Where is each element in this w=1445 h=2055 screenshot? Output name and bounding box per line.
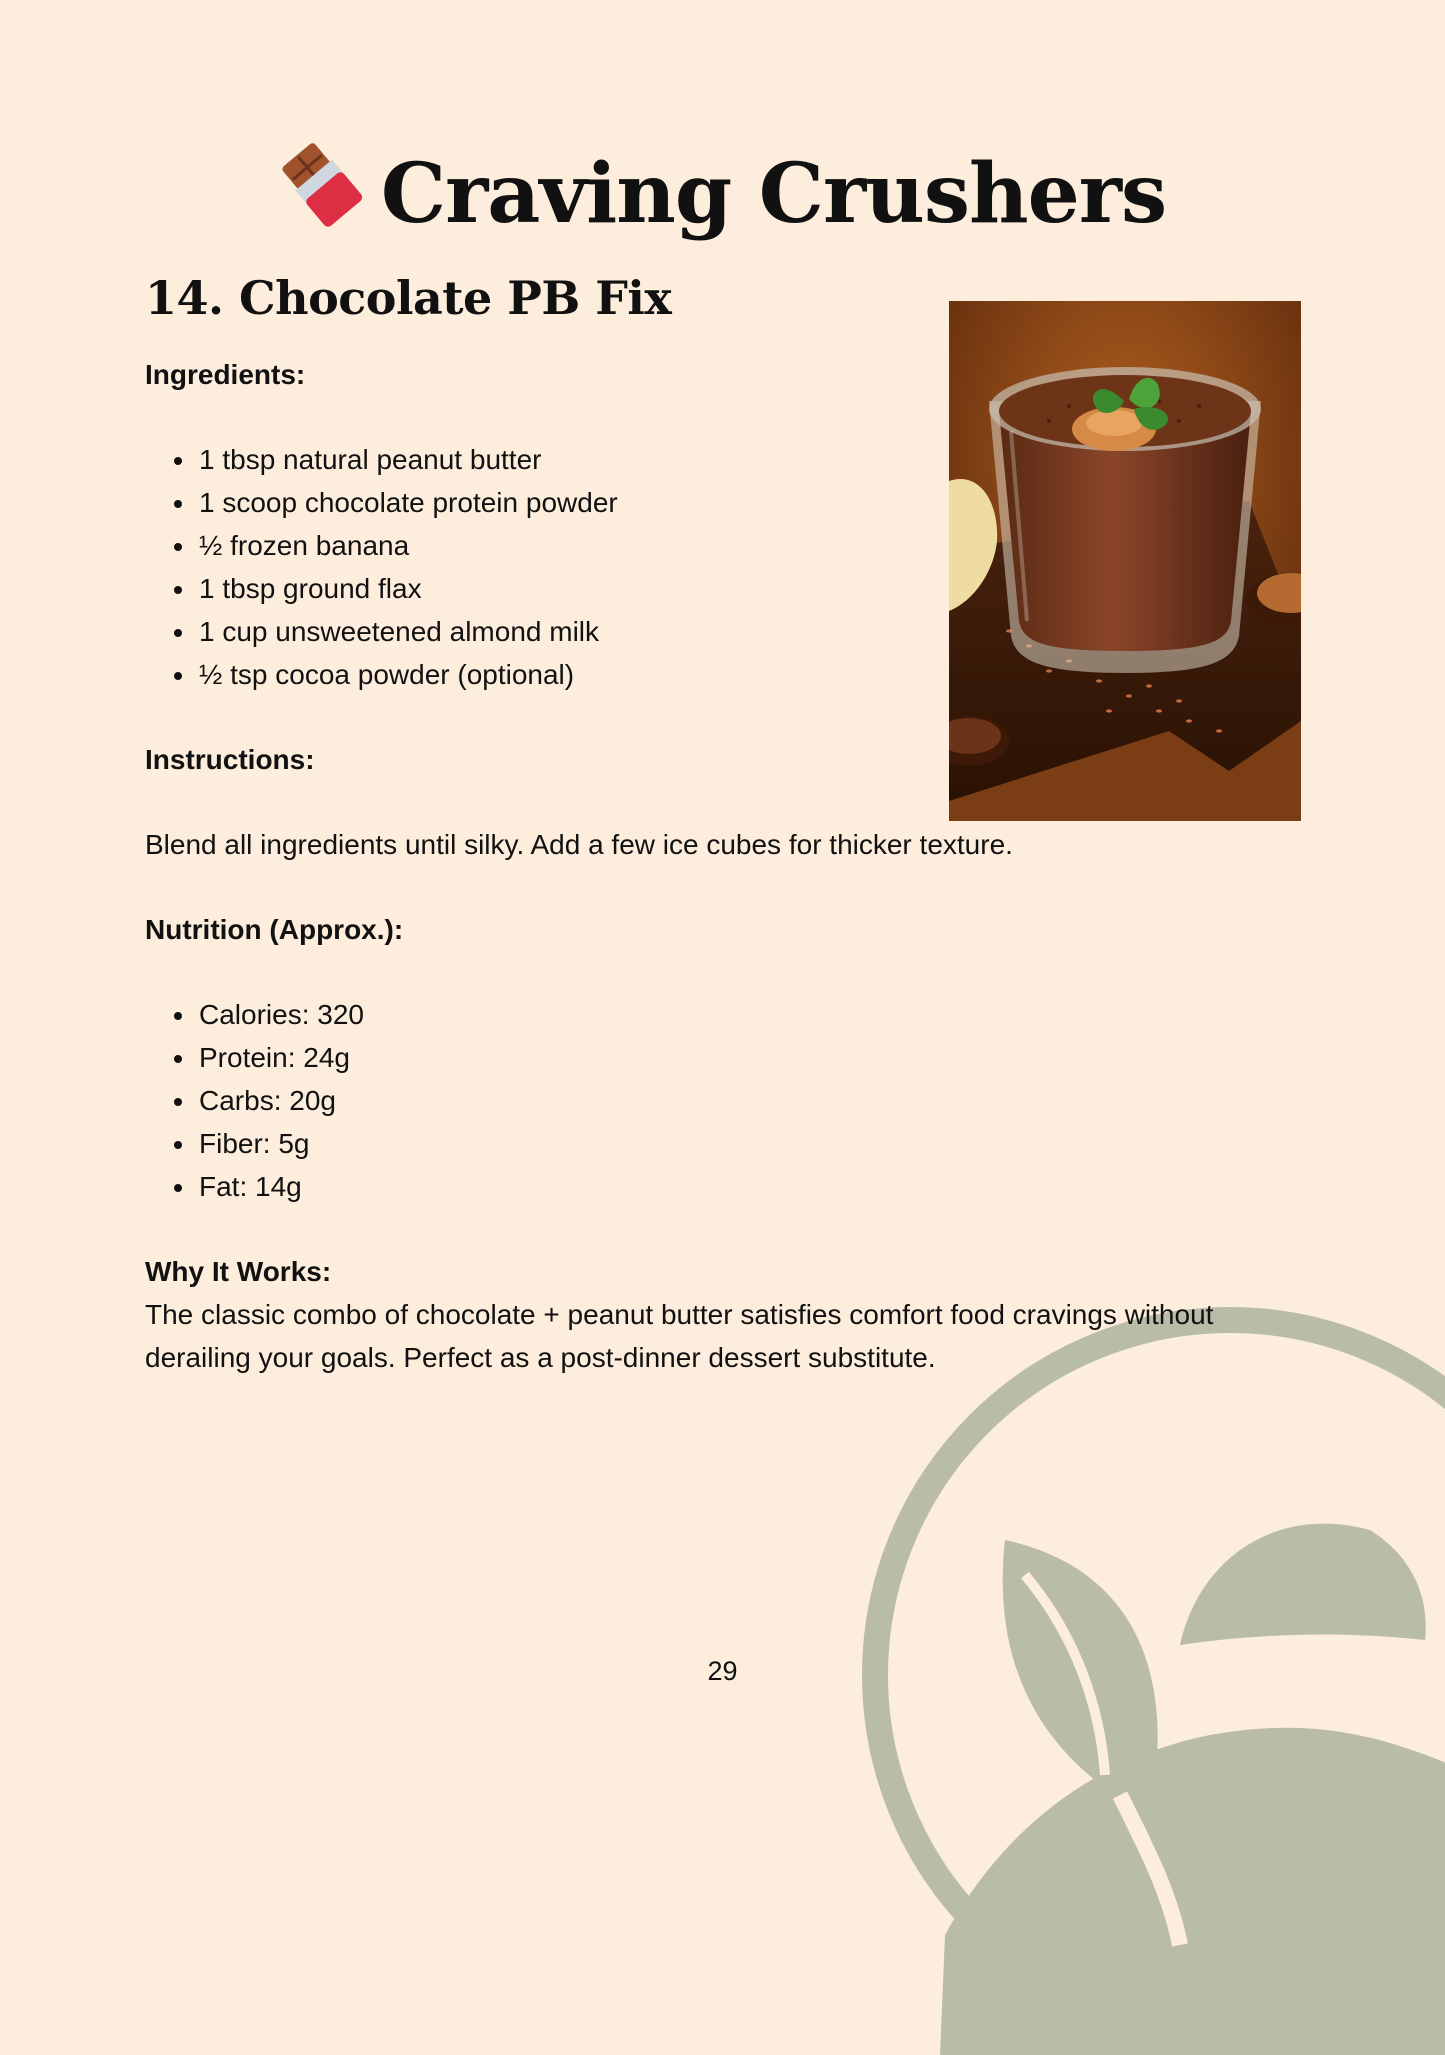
ingredients-heading: Ingredients: xyxy=(145,359,306,390)
page-title-text: Craving Crushers xyxy=(380,146,1167,242)
list-item: • Fat: 14g xyxy=(197,1165,1255,1208)
list-item: • ½ tsp cocoa powder (optional) xyxy=(197,653,1255,696)
list-item: • Protein: 24g xyxy=(197,1036,1255,1079)
chocolate-bar-icon xyxy=(279,142,365,228)
list-item: • Fiber: 5g xyxy=(197,1122,1255,1165)
list-item: • 1 tbsp natural peanut butter xyxy=(197,438,1255,481)
instructions-heading: Instructions: xyxy=(145,744,315,775)
list-item: • 1 scoop chocolate protein powder xyxy=(197,481,1255,524)
page-title xyxy=(0,142,1445,242)
list-item: • Calories: 320 xyxy=(197,993,1255,1036)
list-item: • ½ frozen banana xyxy=(197,524,1255,567)
why-it-works-text: The classic combo of chocolate + peanut butter satisfies comfort food cravings without derailing your goals. Perfect as a post-dinner dessert substitute. xyxy=(145,1299,1214,1373)
instructions-text: Blend all ingredients until silky. Add a few ice cubes for thicker texture. xyxy=(145,829,1013,860)
list-item: • 1 cup unsweetened almond milk xyxy=(197,610,1255,653)
list-item: • 1 tbsp ground flax xyxy=(197,567,1255,610)
recipe-title: 14. Chocolate PB Fix xyxy=(145,271,672,325)
why-it-works-heading: Why It Works: xyxy=(145,1256,332,1287)
ingredients-list xyxy=(145,438,1255,696)
nutrition-heading: Nutrition (Approx.): xyxy=(145,914,404,945)
list-item: • Carbs: 20g xyxy=(197,1079,1255,1122)
page-number: 29 xyxy=(707,1656,738,1686)
nutrition-list xyxy=(145,993,1255,1208)
recipe-content xyxy=(145,353,1255,1379)
